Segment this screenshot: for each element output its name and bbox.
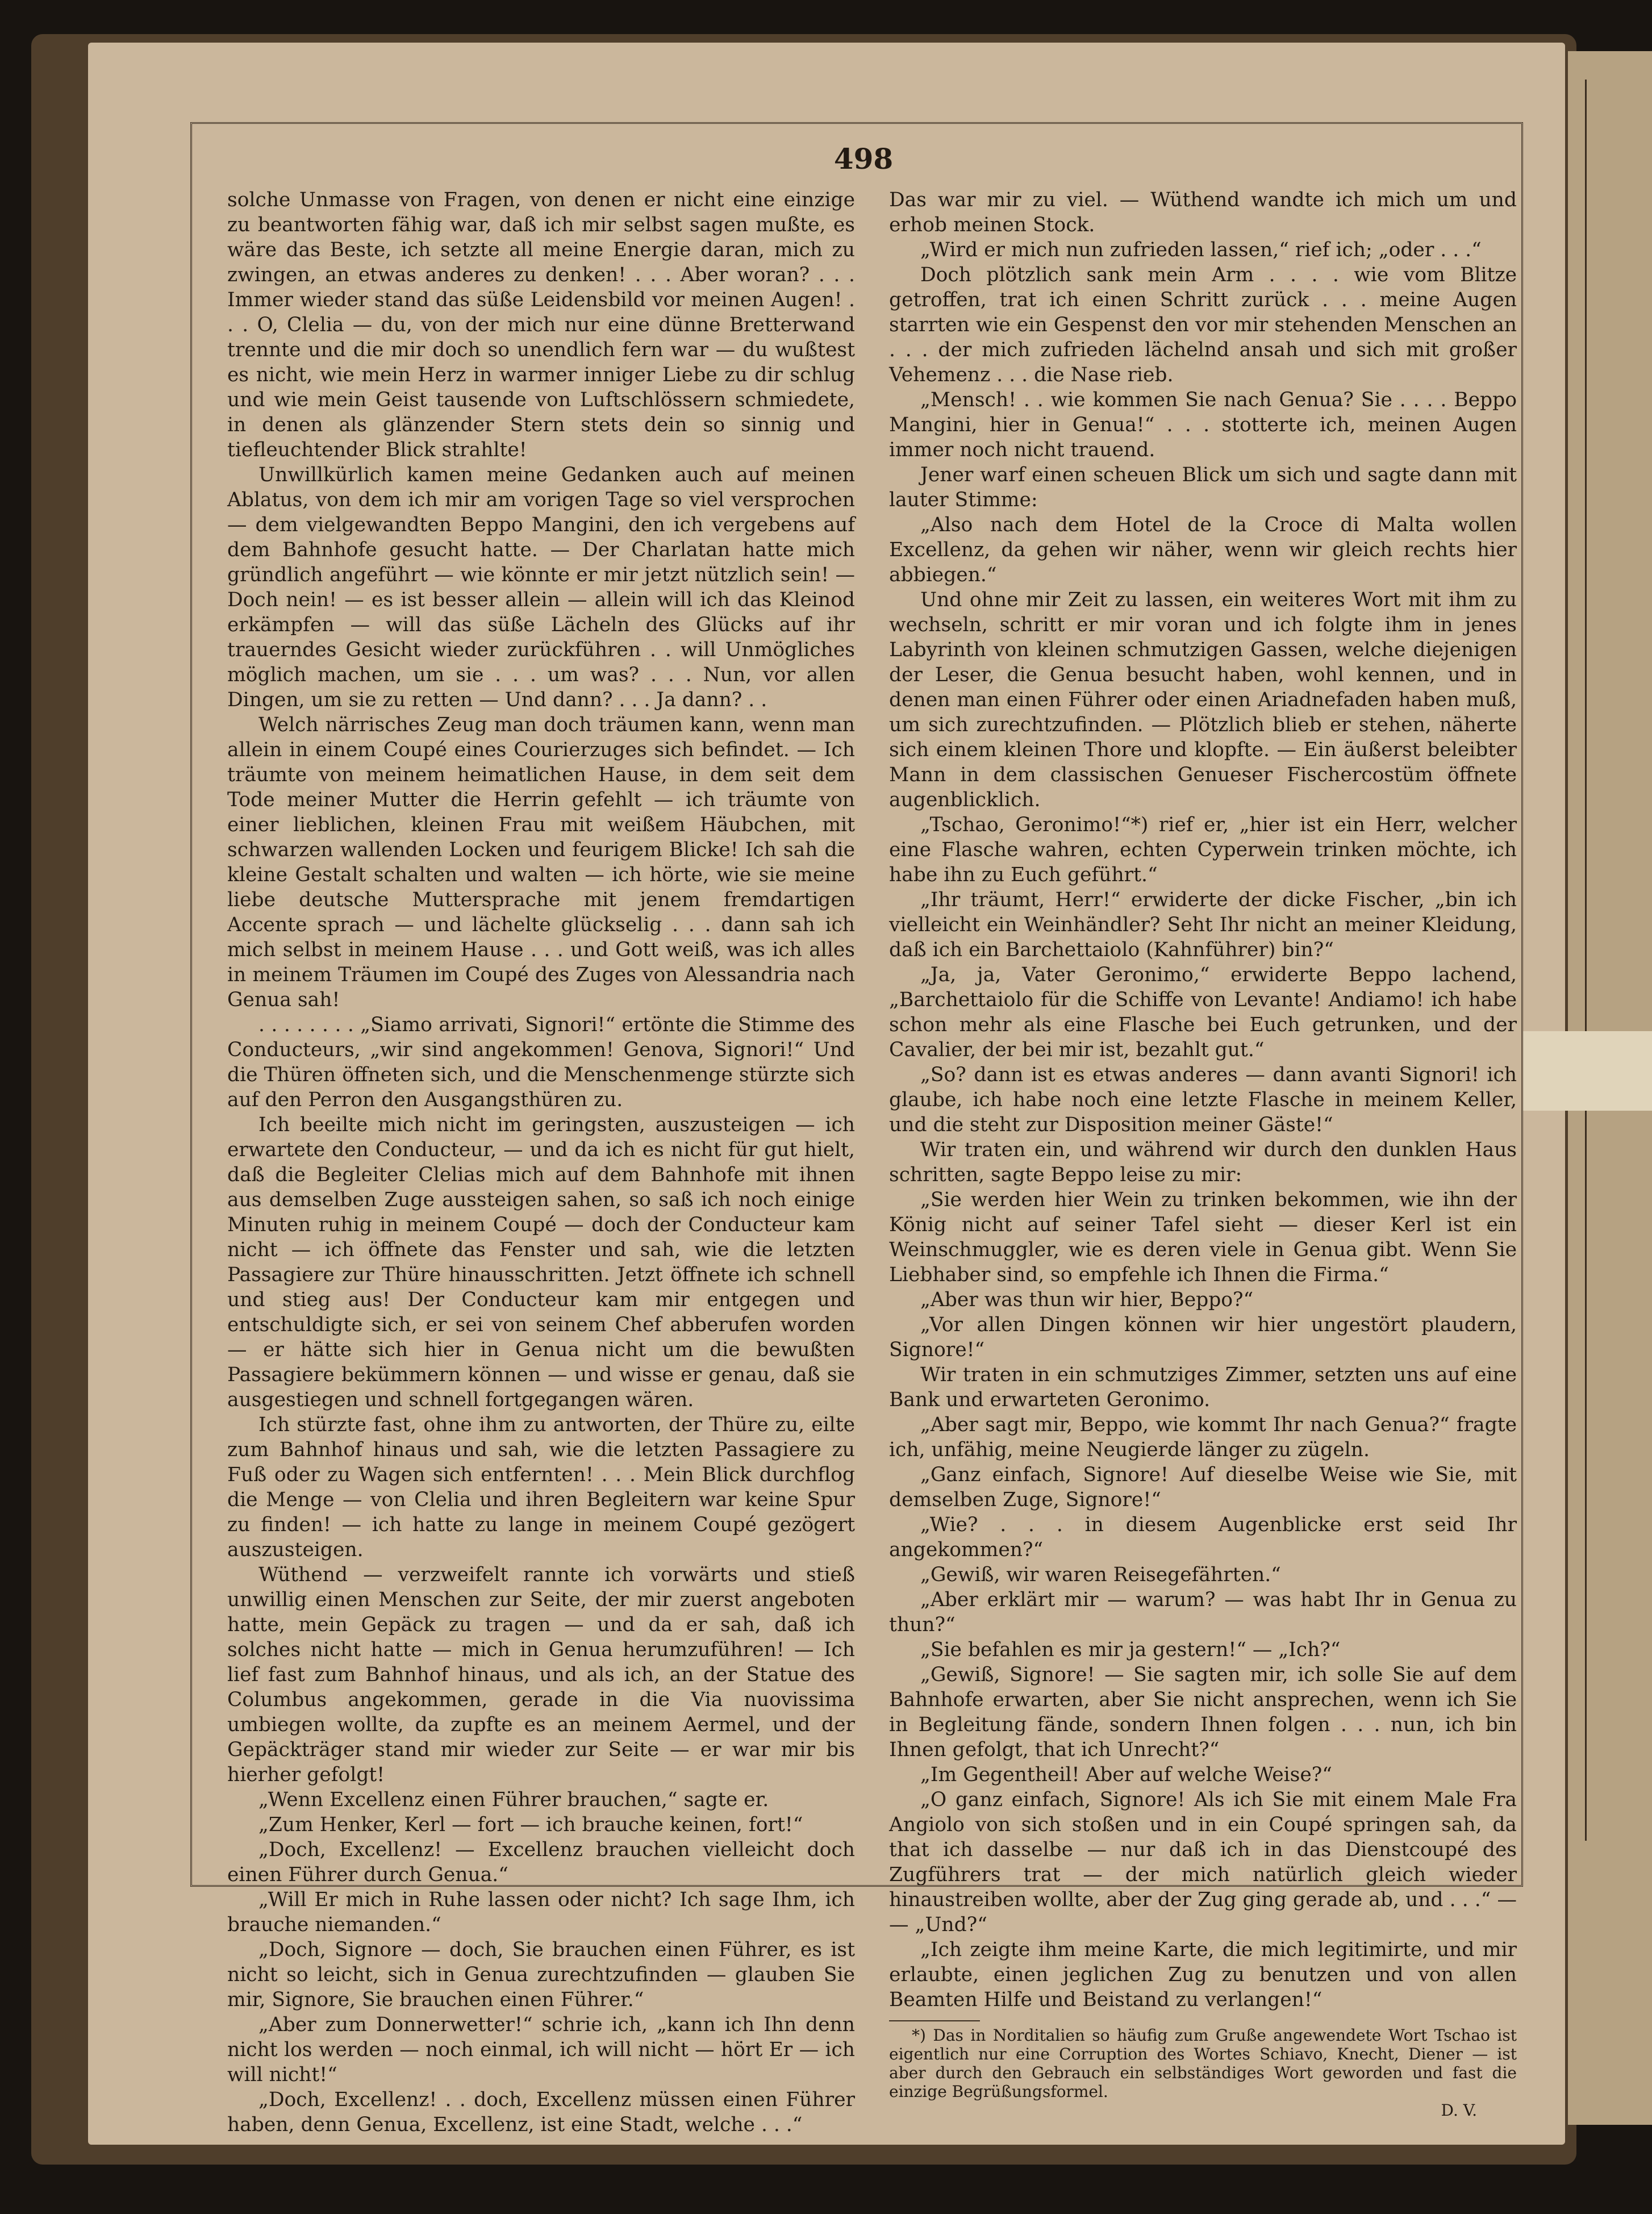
paragraph: „Sie befahlen es mir ja gestern!“ — „Ich?“ — [920, 1638, 1341, 1661]
paragraph: „Doch, Signore — doch, Sie brauchen einen Führer, es ist nicht so leicht, sich in Genua zurechtzufinden — glauben Sie mir, Signore, Sie brauchen einen Führer.“ — [227, 1938, 855, 2011]
paragraph: „Doch, Excellenz! . . doch, Excellenz müssen einen Führer haben, denn Genua, Excellenz, ist eine Stadt, welche . . .“ — [227, 2088, 855, 2136]
paragraph: „Aber zum Donnerwetter!“ schrie ich, „kann ich Ihn denn nicht los werden — noch einmal, ich will nicht — hört Er — ich will nicht!“ — [227, 2013, 855, 2086]
paragraph: Ich beeilte mich nicht im geringsten, auszusteigen — ich erwartete den Conducteur, — und da ich es nicht für gut hielt, daß die Begleiter Clelias mich auf dem Bahnhofe mit ihnen aus demselben Zuge aussteigen sahen, so saß ich noch einige Minuten ruhig in meinem Coupé — doch der Conducteur kam nicht — ich öffnete das Fenster und sah, wie die letzten Passagiere zur Thüre hinausschritten. Jetzt öffnete ich schnell und stieg aus! Der Conducteur kam mir entgegen und entschuldigte sich, er sei von seinem Chef abberufen worden — er hätte sich hier in Genua nicht um die bewußten Passagiere bekümmern können — und wisse er genau, daß sie ausgestiegen und schnell fortgegangen wären. — [227, 1114, 855, 1411]
right-column — [889, 187, 1517, 2120]
paragraph: „Ganz einfach, Signore! Auf dieselbe Weise wie Sie, mit demselben Zuge, Signore!“ — [889, 1464, 1517, 1511]
paragraph: „Also nach dem Hotel de la Croce di Malta wollen Excellenz, da gehen wir näher, wenn wir gleich rechts hier abbiegen.“ — [889, 514, 1517, 586]
paragraph: „Aber erklärt mir — warum? — was habt Ihr in Genua zu thun?“ — [889, 1588, 1517, 1636]
facing-page-border — [1585, 80, 1587, 1841]
paragraph: „Wenn Excellenz einen Führer brauchen,“ sagte er. — [258, 1788, 769, 1811]
paragraph: „Sie werden hier Wein zu trinken bekommen, wie ihn der König nicht auf seiner Tafel sieht — dieser Kerl ist ein Weinschmuggler, wie es deren viele in Genua gibt. Wenn Sie Liebhaber sind, so empfehle ich Ihnen die Firma.“ — [889, 1189, 1517, 1286]
footnote-divider — [889, 2020, 980, 2021]
paragraph: Welch närrisches Zeug man doch träumen kann, wenn man allein in einem Coupé eines Courierzuges sich befindet. — Ich träumte von meinem heimatlichen Hause, in dem seit dem Tode meiner Mutter die Herrin gefehlt — ich träumte von einer lieblichen, kleinen Frau mit weißem Häubchen, mit schwarzen wallenden Locken und feurigem Blicke! Ich sah die kleine Gestalt schalten und walten — ich hörte, wie sie meine liebe deutsche Muttersprache mit jenem fremdartigen Accente sprach — und lächelte glückselig . . . dann sah ich mich selbst in meinem Hause . . . und Gott weiß, was ich alles in meinem Träumen im Coupé des Zuges von Alessandria nach Genua sah! — [227, 714, 855, 1011]
paragraph: „Gewiß, Signore! — Sie sagten mir, ich solle Sie auf dem Bahnhofe erwarten, aber Sie nicht ansprechen, wenn ich Sie in Begleitung fände, sondern Ihnen folgen . . . nun, ich bin Ihnen gefolgt, that ich Unrecht?“ — [889, 1663, 1517, 1761]
paragraph: Das war mir zu viel. — Wüthend wandte ich mich um und erhob meinen Stock. — [889, 189, 1517, 236]
paragraph: „O ganz einfach, Signore! Als ich Sie mit einem Male Fra Angiolo von sich stoßen und in ein Coupé springen sah, da that ich dasselbe — nur daß ich in das Dienstcoupé des Zugführers trat — der mich natürlich gleich wieder hinaustreiben wollte, aber der Zug ging gerade ab, und . . .“ — — „Und?“ — [889, 1788, 1517, 1936]
paragraph: „Will Er mich in Ruhe lassen oder nicht? Ich sage Ihm, ich brauche niemanden.“ — [227, 1888, 855, 1936]
paragraph: solche Unmasse von Fragen, von denen er nicht eine einzige zu beantworten fähig war, daß ich mir selbst sagen mußte, es wäre das Beste, ich setzte all meine Energie daran, mich zu zwingen, an etwas anderes zu denken! . . . Aber woran? . . . Immer wieder stand das süße Leidensbild vor meinen Augen! . . . O, Clelia — du, von der mich nur eine dünne Bretterwand trennte und die mir doch so unendlich fern war — du wußtest es nicht, wie mein Herz in warmer inniger Liebe zu dir schlug und wie mein Geist tausende von Luftschlössern schmiedete, in denen als glänzender Stern stets dein so sinnig und tiefleuchtender Blick strahlte! — [227, 189, 855, 461]
footnote-signature: D. V. — [1441, 2101, 1477, 2120]
paragraph: „Ich zeigte ihm meine Karte, die mich legitimirte, und mir erlaubte, einen jeglichen Zug zu benutzen und von allen Beamten Hilfe und Beistand zu verlangen!“ — [889, 1938, 1517, 2011]
paragraph: „Zum Henker, Kerl — fort — ich brauche keinen, fort!“ — [258, 1813, 803, 1836]
footnote: *) Das in Norditalien so häufig zum Gruße angewendete Wort Tschao ist eigentlich nur eine Corruption des Wortes Schiavo, Knecht, Diener — ist aber durch den Gebrauch ein selbständiges Wort geworden und fast die einzige Begrüßungsformel. — [889, 2026, 1517, 2101]
paragraph: Wüthend — verzweifelt rannte ich vorwärts und stieß unwillig einen Menschen zur Seite, der mir zuerst angeboten hatte, mein Gepäck zu tragen — und da er sah, daß ich solches nicht hatte — mich in Genua herumzuführen! — Ich lief fast zum Bahnhof hinaus, und als ich, an der Statue des Columbus angekommen, gerade in die Via nuovissima umbiegen wollte, da zupfte es an meinem Aermel, und der Gepäckträger stand mir wieder zur Seite — er war mir bis hierher gefolgt! — [227, 1563, 855, 1786]
repair-tape — [1522, 1031, 1652, 1111]
paragraph: „So? dann ist es etwas anderes — dann avanti Signori! ich glaube, ich habe noch eine letzte Flasche in meinem Keller, und die steht zur Disposition meiner Gäste!“ — [889, 1064, 1517, 1136]
paragraph: Ich stürzte fast, ohne ihm zu antworten, der Thüre zu, eilte zum Bahnhof hinaus und sah, wie die letzten Passagiere zu Fuß oder zu Wagen sich entfernten! . . . Mein Blick durchflog die Menge — von Clelia und ihren Begleitern war keine Spur zu finden! — ich hatte zu lange in meinem Coupé gezögert auszusteigen. — [227, 1414, 855, 1561]
paragraph: Jener warf einen scheuen Blick um sich und sagte dann mit lauter Stimme: — [889, 464, 1517, 511]
paragraph: „Gewiß, wir waren Reisegefährten.“ — [920, 1563, 1281, 1586]
paragraph: „Ja, ja, Vater Geronimo,“ erwiderte Beppo lachend, „Barchettaiolo für die Schiffe von Levante! Andiamo! ich habe schon mehr als eine Flasche bei Euch getrunken, und der Cavalier, der bei mir ist, bezahlt gut.“ — [889, 964, 1517, 1061]
paragraph: Wir traten in ein schmutziges Zimmer, setzten uns auf eine Bank und erwarteten Geronimo. — [889, 1364, 1517, 1411]
paragraph: . . . . . . . . „Siamo arrivati, Signori!“ ertönte die Stimme des Conducteurs, „wir sind angekommen! Genova, Signori!“ Und die Thüren öffneten sich, und die Menschenmenge stürzte sich auf den Perron den Ausgangsthüren zu. — [227, 1014, 855, 1111]
paragraph: „Im Gegentheil! Aber auf welche Weise?“ — [920, 1763, 1332, 1786]
paragraph: Wir traten ein, und während wir durch den dunklen Haus schritten, sagte Beppo leise zu mir: — [889, 1139, 1517, 1186]
paragraph: „Aber sagt mir, Beppo, wie kommt Ihr nach Genua?“ fragte ich, unfähig, meine Neugierde länger zu zügeln. — [889, 1414, 1517, 1461]
paragraph: „Aber was thun wir hier, Beppo?“ — [920, 1289, 1254, 1311]
paragraph: Unwillkürlich kamen meine Gedanken auch auf meinen Ablatus, von dem ich mir am vorigen Tage so viel versprochen — dem vielgewandten Beppo Mangini, den ich vergebens auf dem Bahnhofe gesucht hatte. — Der Charlatan hatte mich gründlich angeführt — wie könnte er mir jetzt nützlich sein! — Doch nein! — es ist besser allein — allein will ich das Kleinod erkämpfen — will das süße Lächeln des Glücks auf ihr trauerndes Gesicht wieder zurückführen . . will Unmögliches möglich machen, um sie . . . um was? . . . Nun, vor allen Dingen, um sie zu retten — Und dann? . . . Ja dann? . . — [227, 464, 855, 711]
left-column — [227, 187, 855, 2136]
paragraph: „Wird er mich nun zufrieden lassen,“ rief ich; „oder . . .“ — [920, 239, 1482, 261]
paragraph: „Doch, Excellenz! — Excellenz brauchen vielleicht doch einen Führer durch Genua.“ — [227, 1838, 855, 1886]
paragraph: Doch plötzlich sank mein Arm . . . . wie vom Blitze getroffen, trat ich einen Schritt zurück . . . meine Augen starrten wie ein Gespenst den vor mir stehenden Menschen an . . . der mich zufrieden lächelnd ansah und sich mit großer Vehemenz . . . die Nase rieb. — [889, 264, 1517, 386]
paragraph: „Mensch! . . wie kommen Sie nach Genua? Sie . . . . Beppo Mangini, hier in Genua!“ . . . stotterte ich, meinen Augen immer noch nicht trauend. — [889, 389, 1517, 461]
paragraph: „Ihr träumt, Herr!“ erwiderte der dicke Fischer, „bin ich vielleicht ein Weinhändler? Seht Ihr nicht an meiner Kleidung, daß ich ein Barchettaiolo (Kahnführer) bin?“ — [889, 889, 1517, 961]
paragraph: Und ohne mir Zeit zu lassen, ein weiteres Wort mit ihm zu wechseln, schritt er mir voran und ich folgte ihm in jenes Labyrinth von kleinen schmutzigen Gassen, welche diejenigen der Leser, die Genua besucht haben, wohl kennen, und in denen man einen Führer oder einen Ariadnefaden haben muß, um sich zurechtzufinden. — Plötzlich blieb er stehen, näherte sich einem kleinen Thore und klopfte. — Ein äußerst beleibter Mann in dem classischen Genueser Fischercostüm öffnete augenblicklich. — [889, 589, 1517, 811]
paragraph: „Vor allen Dingen können wir hier ungestört plaudern, Signore!“ — [889, 1314, 1517, 1361]
paragraph: „Tschao, Geronimo!“*) rief er, „hier ist ein Herr, welcher eine Flasche wahren, echten Cyperwein trinken möchte, ich habe ihn zu Euch geführt.“ — [889, 814, 1517, 886]
paragraph: „Wie? . . . in diesem Augenblicke erst seid Ihr angekommen?“ — [889, 1513, 1517, 1561]
page-number: 498 — [833, 142, 894, 176]
